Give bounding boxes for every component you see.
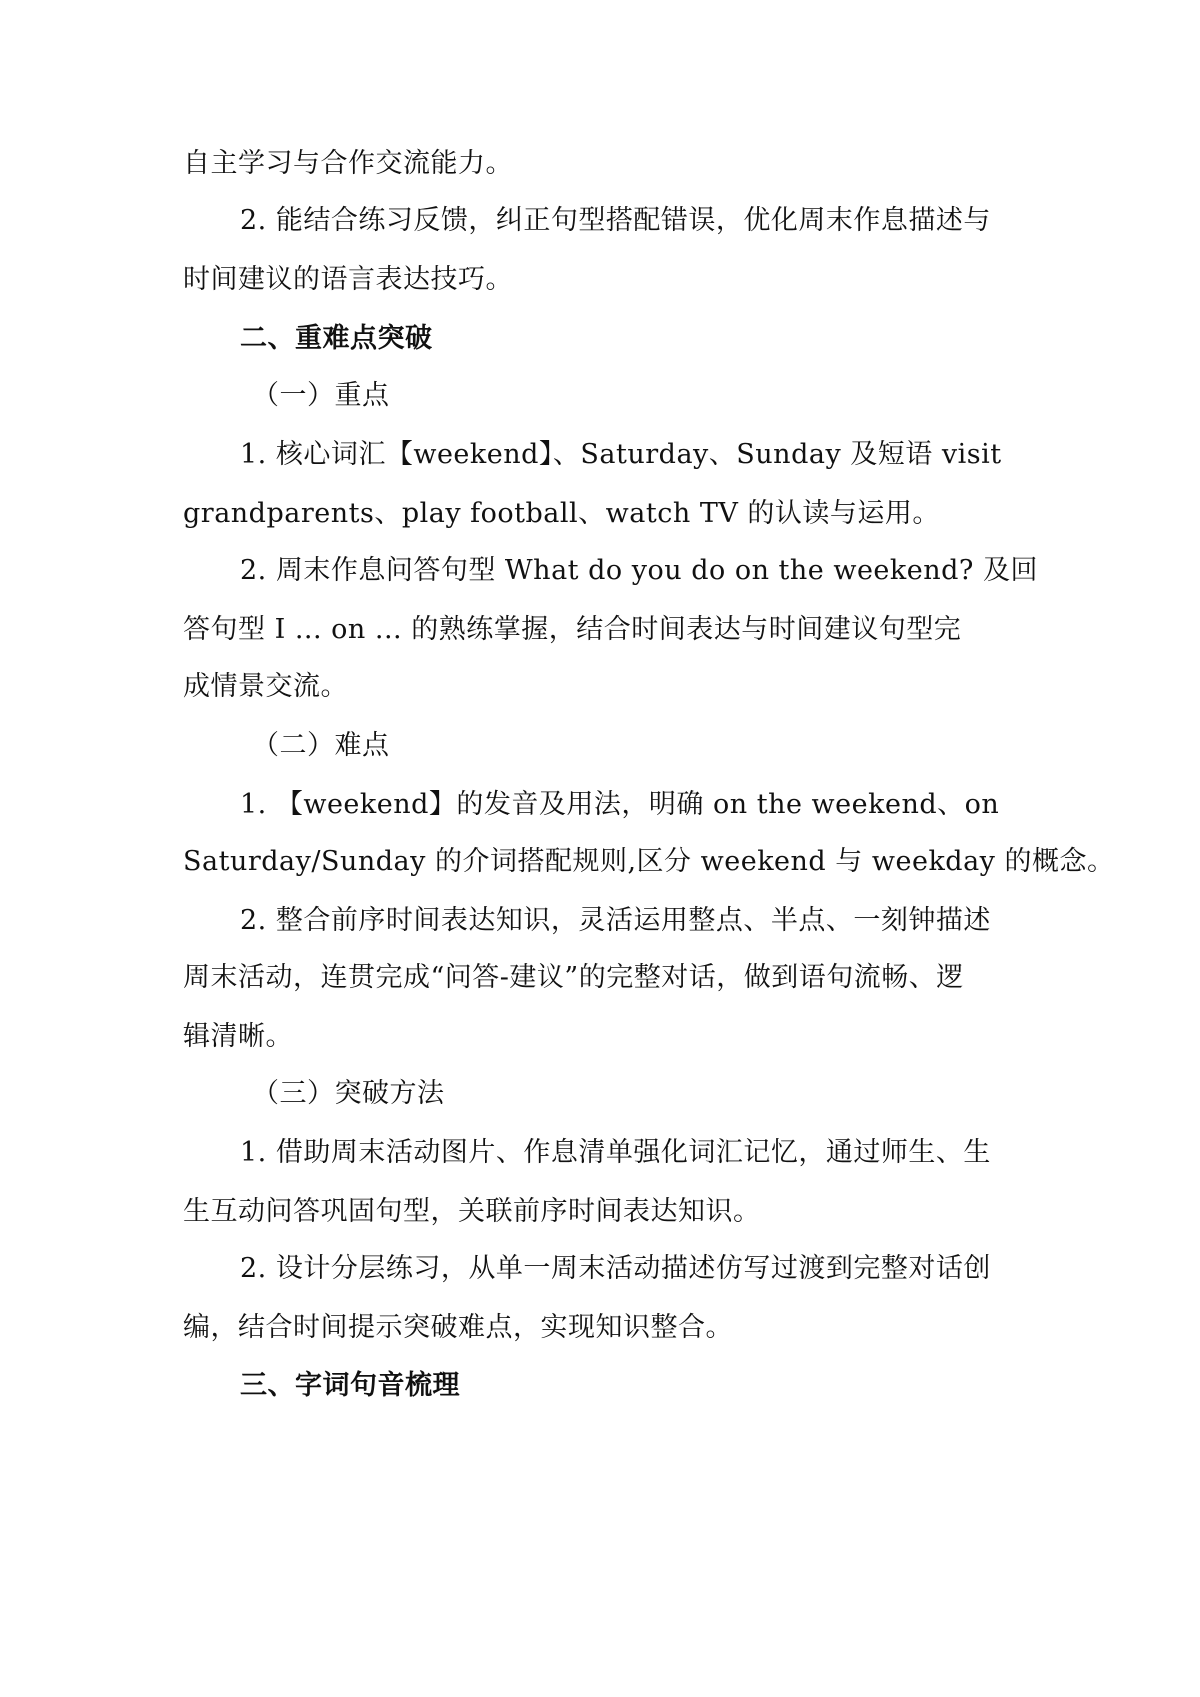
text-line: 1. 核心词汇【weekend】、Saturday、Sunday 及短语 visit xyxy=(240,439,1002,470)
text-line: 2. 能结合练习反馈，纠正句型搭配错误，优化周末作息描述与 xyxy=(240,205,991,236)
section-heading: 二、重难点突破 xyxy=(240,323,433,354)
text-line: 1. 【weekend】的发音及用法，明确 on the weekend、on xyxy=(240,789,1000,820)
text-line: 成情景交流。 xyxy=(183,671,348,702)
text-line: 1. 借助周末活动图片、作息清单强化词汇记忆，通过师生、生 xyxy=(240,1137,991,1168)
text-line: 生互动问答巩固句型，关联前序时间表达知识。 xyxy=(183,1196,761,1227)
text-line: Saturday/Sunday 的介词搭配规则,区分 weekend 与 weekday 的概念。 xyxy=(183,846,1115,877)
text-line: 编，结合时间提示突破难点，实现知识整合。 xyxy=(183,1312,733,1343)
text-line: 2. 周末作息问答句型 What do you do on the weekend? 及回 xyxy=(240,555,1038,586)
text-line: 时间建议的语言表达技巧。 xyxy=(183,264,513,295)
section-heading: 三、字词句音梳理 xyxy=(240,1370,460,1401)
text-line: 2. 整合前序时间表达知识，灵活运用整点、半点、一刻钟描述 xyxy=(240,905,991,936)
subsection-heading: （二）难点 xyxy=(252,730,390,761)
text-line: 周末活动，连贯完成“问答-建议”的完整对话，做到语句流畅、逻 xyxy=(183,962,964,993)
text-line: 答句型 I ... on ... 的熟练掌握，结合时间表达与时间建议句型完 xyxy=(183,614,962,645)
subsection-heading: （三）突破方法 xyxy=(252,1078,445,1109)
text-line: 自主学习与合作交流能力。 xyxy=(183,148,513,179)
text-line: 辑清晰。 xyxy=(183,1021,293,1052)
subsection-heading: （一）重点 xyxy=(252,380,390,411)
text-line: 2. 设计分层练习，从单一周末活动描述仿写过渡到完整对话创 xyxy=(240,1253,991,1284)
text-line: grandparents、play football、watch TV 的认读与运用。 xyxy=(183,498,940,529)
